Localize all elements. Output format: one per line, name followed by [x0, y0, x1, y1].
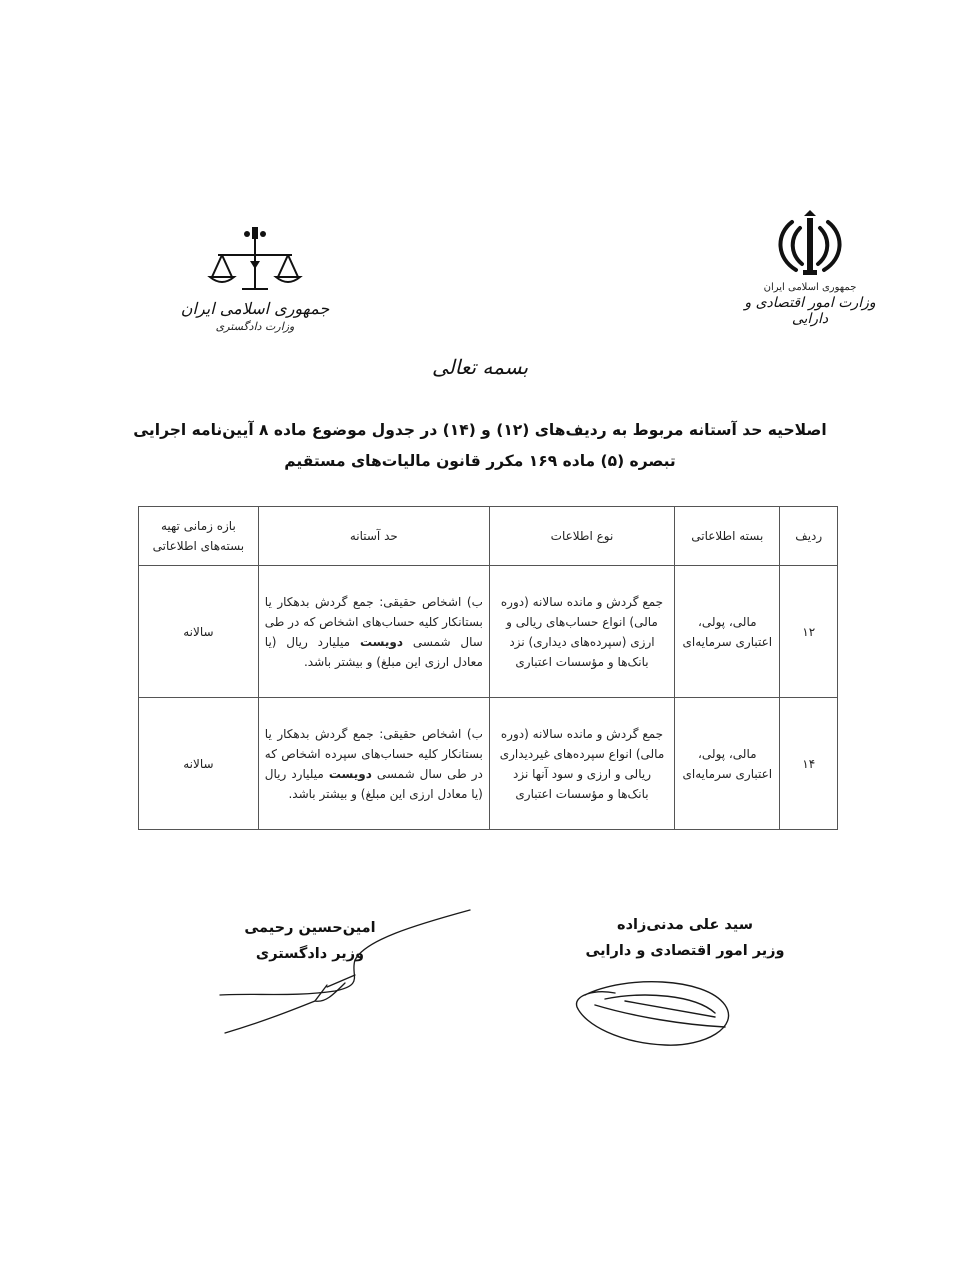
signer-title: وزیر امور اقتصادی و دارایی — [585, 943, 785, 959]
col-header-package: بسته اطلاعاتی — [675, 507, 780, 566]
col-header-period: بازه زمانی تهیه بسته‌های اطلاعاتی — [139, 507, 259, 566]
signature-economy-minister — [580, 912, 790, 964]
header-justice-ministry — [170, 225, 340, 333]
threshold-table — [138, 506, 838, 830]
invocation-text: بسمه تعالی — [431, 355, 529, 379]
cell-row-number: ۱۴ — [780, 698, 838, 830]
cell-row-number: ۱۲ — [780, 566, 838, 698]
header-right-ministry: وزارت امور اقتصادی و دارایی — [744, 295, 876, 327]
signer-name: سید علی مدنی‌زاده — [617, 917, 753, 933]
header-economy-ministry — [735, 210, 885, 327]
title-line-1: اصلاحیه حد آستانه مربوط به ردیف‌های (۱۲) و (۱۴) در جدول موضوع ماده ۸ آیین‌نامه اجرایی — [133, 421, 827, 439]
iran-emblem-icon — [770, 210, 850, 278]
cell-period: سالانه — [139, 698, 259, 830]
cell-threshold — [258, 566, 489, 698]
threshold-text-before: ب) اشخاص حقیقی: جمع گردش بدهکار یا بستانکار کلیه حساب‌های اشخاص که در طی سال شمسی — [264, 594, 483, 649]
cell-package: مالی، پولی، اعتباری سرمایه‌ای — [675, 698, 780, 830]
signer-title: وزیر دادگستری — [255, 946, 365, 962]
signature-scribble-right — [565, 965, 745, 1055]
col-header-threshold: حد آستانه — [258, 507, 489, 566]
col-header-row: ردیف — [780, 507, 838, 566]
cell-threshold — [258, 698, 489, 830]
cell-info-type: جمع گردش و مانده سالانه (دوره مالی) انواع سپرده‌های غیردیداری ریالی و ارزی و سود آنها نزد بانک‌ها و مؤسسات اعتباری — [489, 698, 674, 830]
cell-period: سالانه — [139, 566, 259, 698]
cell-info-type: جمع گردش و مانده سالانه (دوره مالی) انواع حساب‌های ریالی و ارزی (سپرده‌های دیداری) نزد بانک‌ها و مؤسسات اعتباری — [489, 566, 674, 698]
table-row — [139, 566, 838, 698]
table-row — [139, 698, 838, 830]
threshold-text-after: میلیارد ریال (یا معادل ارزی این مبلغ) و بیشتر باشد. — [264, 766, 483, 801]
col-header-info-type: نوع اطلاعات — [489, 507, 674, 566]
title-line-2: تبصره (۵) ماده ۱۶۹ مکرر قانون مالیات‌های مستقیم — [284, 452, 676, 470]
threshold-text-before: ب) اشخاص حقیقی: جمع گردش بدهکار یا بستانکار کلیه حساب‌های سپرده اشخاص که در طی سال شمسی — [264, 726, 483, 781]
justice-scale-icon — [200, 225, 310, 295]
threshold-text-after: میلیارد ریال (یا معادل ارزی این مبلغ) و بیشتر باشد. — [264, 634, 483, 669]
signature-scribble-left — [215, 905, 480, 1040]
document-title — [130, 415, 830, 477]
header-right-country: جمهوری اسلامی ایران — [763, 282, 857, 293]
table-header-row — [139, 507, 838, 566]
header-left-country: جمهوری اسلامی ایران — [180, 299, 330, 318]
threshold-amount: دویست — [328, 766, 372, 781]
signer-name: امین‌حسین رحیمی — [244, 920, 376, 936]
header-left-ministry: وزارت دادگستری — [215, 320, 295, 333]
threshold-amount: دویست — [359, 634, 404, 649]
cell-package: مالی، پولی، اعتباری سرمایه‌ای — [675, 566, 780, 698]
